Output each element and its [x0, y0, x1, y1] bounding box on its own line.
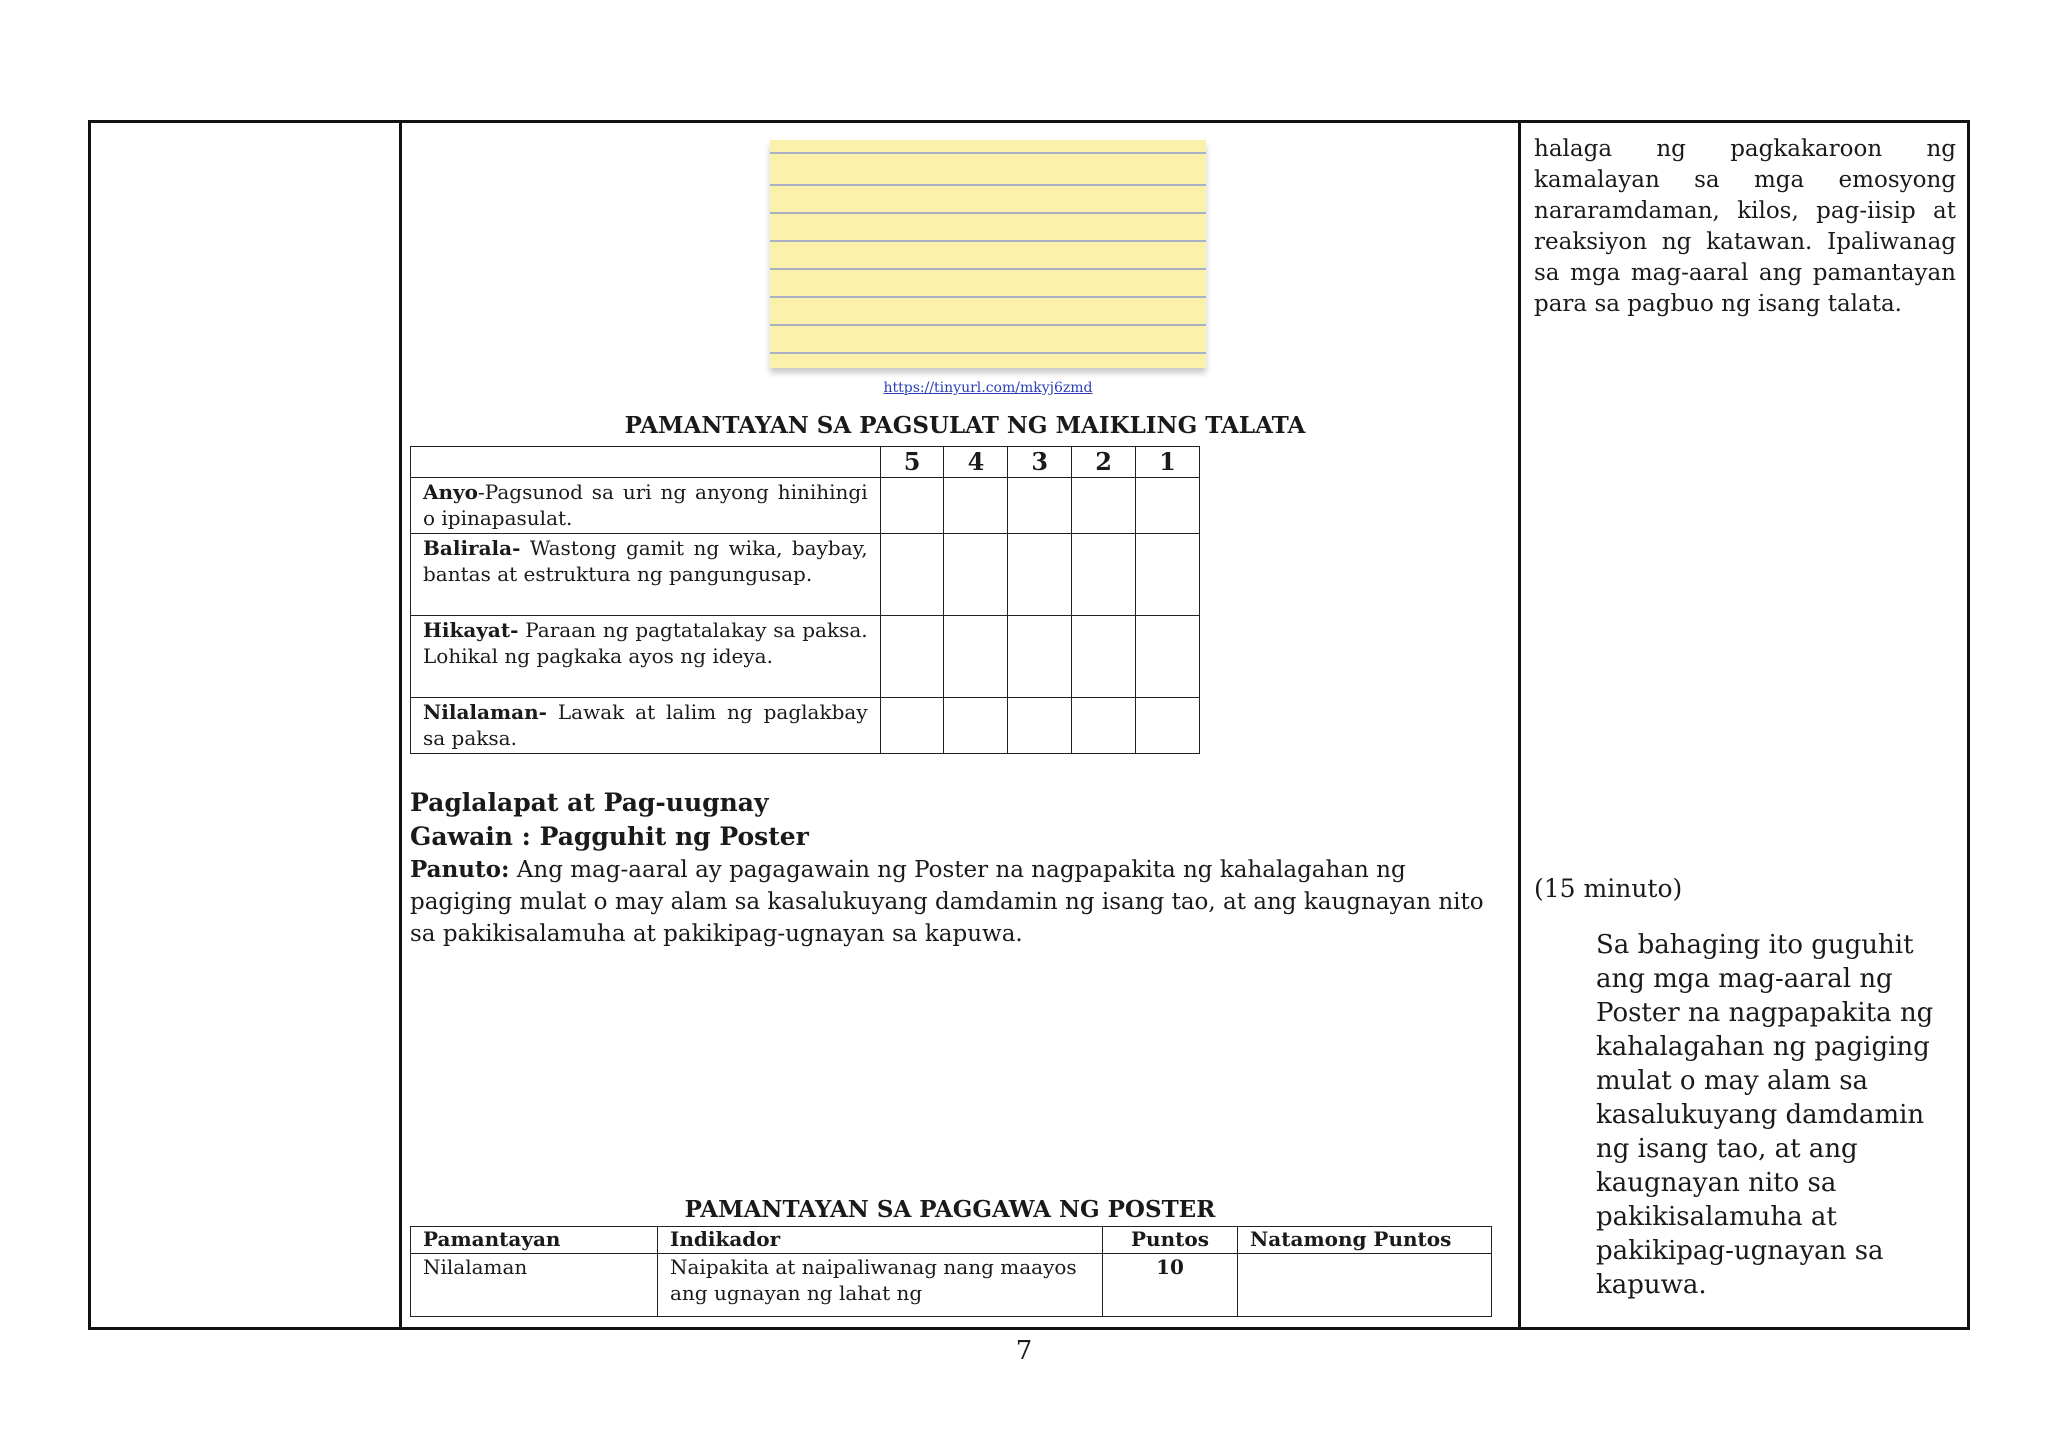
score-cell[interactable] [880, 534, 944, 616]
rubric-header-row [411, 447, 1200, 478]
criterion-term: Balirala- [423, 536, 521, 560]
criterion-term: Hikayat- [423, 618, 519, 642]
teacher-notes-body: Sa bahaging ito guguhit ang mga mag-aaral ng Poster na nagpapakita ng kahalagahan ng pagiging mulat o may alam sa kasalukuyang damdamin ng isang tao, at ang kaugnayan nito sa pakikisalamuha at pakikipag-ugnayan sa kapuwa. [1596, 930, 1934, 1300]
score-cell[interactable] [1072, 698, 1136, 754]
score-cell[interactable] [1008, 534, 1072, 616]
table-row [411, 534, 1200, 616]
table-row [411, 616, 1200, 698]
instructions-text: Ang mag-aaral ay pagagawain ng Poster na nagpapakita ng kahalagahan ng pagiging mulat o may alam sa kasalukuyang damdamin ng isang tao, at ang kaugnayan nito sa pakikisalamuha at pakikipag-ugnayan sa kapuwa. [410, 857, 1484, 947]
score-cell[interactable] [1072, 616, 1136, 698]
teacher-notes-top: halaga ng pagkakaroon ng kamalayan sa mga emosyong nararamdaman, kilos, pag-iisip at reaksiyon ng katawan. Ipaliwanag sa mga mag-aaral ang pamantayan para sa pagbuo ng isang talata. [1534, 136, 1956, 317]
activity-title: Gawain : Pagguhit ng Poster [410, 822, 809, 851]
score-cell[interactable] [1072, 534, 1136, 616]
score-cell[interactable] [1008, 698, 1072, 754]
natamo-cell[interactable] [1238, 1254, 1492, 1317]
instructions-label: Panuto: [410, 856, 510, 883]
puntos-cell: 10 [1103, 1254, 1238, 1317]
instructions-paragraph [410, 854, 1490, 950]
rubric-poster-title: PAMANTAYAN SA PAGGAWA NG POSTER [684, 1196, 1216, 1223]
score-cell[interactable] [944, 534, 1008, 616]
criterion-cell [411, 534, 881, 616]
section-title: Paglalapat at Pag-uugnay [410, 788, 769, 817]
criterion-desc: Paraan ng pagtatalakay sa paksa. Lohikal ng pagkaka ayos ng ideya. [423, 618, 868, 668]
score-header: 1 [1136, 447, 1200, 478]
column-divider-left [399, 123, 402, 1327]
header-natamong-puntos: Natamong Puntos [1238, 1227, 1492, 1254]
criterion-desc: Lawak at lalim ng paglakbay sa paksa. [423, 700, 868, 750]
score-header: 3 [1008, 447, 1072, 478]
image-source-link[interactable]: https://tinyurl.com/mkyj6zmd [883, 380, 1093, 396]
criterion-cell [411, 616, 881, 698]
score-cell[interactable] [880, 478, 944, 534]
time-allotment: (15 minuto) [1534, 874, 1683, 903]
score-cell[interactable] [1136, 616, 1200, 698]
rubric-poster-header-row [411, 1227, 1492, 1254]
sticky-note-image [770, 140, 1206, 368]
score-cell[interactable] [880, 698, 944, 754]
criterion-term: Nilalaman- [423, 700, 547, 724]
header-indikador: Indikador [658, 1227, 1103, 1254]
criterion-cell [411, 698, 881, 754]
score-cell[interactable] [1136, 698, 1200, 754]
criterion-term: Anyo [423, 480, 479, 504]
rubric-header-blank [411, 447, 881, 478]
header-puntos: Puntos [1103, 1227, 1238, 1254]
page-number: 7 [1015, 1336, 1033, 1366]
table-row [411, 698, 1200, 754]
indikador-cell: Naipakita at naipaliwanag nang maayos ang ugnayan ng lahat ng [658, 1254, 1103, 1317]
score-cell[interactable] [944, 616, 1008, 698]
column-divider-right [1518, 123, 1521, 1327]
score-cell[interactable] [1136, 534, 1200, 616]
score-header: 4 [944, 447, 1008, 478]
score-header: 5 [880, 447, 944, 478]
score-cell[interactable] [1008, 616, 1072, 698]
score-cell[interactable] [880, 616, 944, 698]
rubric-talata-table [410, 446, 1200, 754]
criterion-desc: Wastong gamit ng wika, baybay, bantas at estruktura ng pangungusap. [423, 536, 868, 586]
score-cell[interactable] [944, 478, 1008, 534]
score-cell[interactable] [1072, 478, 1136, 534]
header-pamantayan: Pamantayan [411, 1227, 658, 1254]
score-cell[interactable] [1008, 478, 1072, 534]
criterion-cell [411, 478, 881, 534]
score-cell[interactable] [1136, 478, 1200, 534]
table-row [411, 478, 1200, 534]
score-header: 2 [1072, 447, 1136, 478]
rubric-poster-table [410, 1226, 1492, 1317]
rubric-talata-title: PAMANTAYAN SA PAGSULAT NG MAIKLING TALATA [624, 412, 1306, 439]
score-cell[interactable] [944, 698, 1008, 754]
criterion-desc: -Pagsunod sa uri ng anyong hinihingi o ipinapasulat. [423, 480, 868, 530]
pamantayan-cell: Nilalaman [411, 1254, 658, 1317]
table-row [411, 1254, 1492, 1317]
